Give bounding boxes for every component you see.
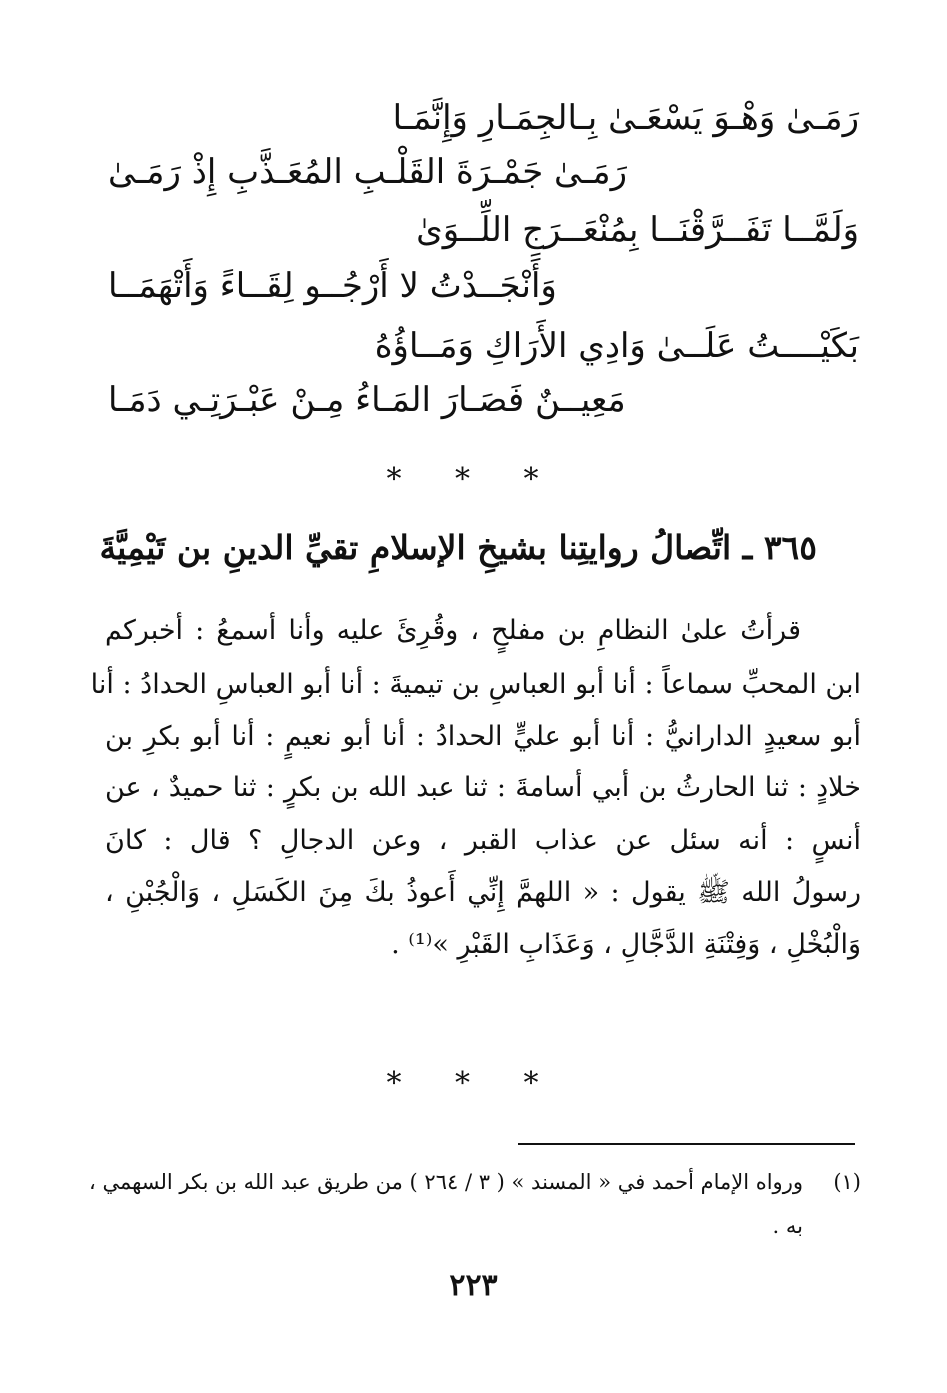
section-separator-top: * * *	[386, 462, 561, 497]
footnote-number: (١)	[833, 1170, 861, 1194]
page-number: ٢٢٣	[449, 1268, 498, 1303]
section-separator-bottom: * * *	[386, 1066, 561, 1101]
poem-line-4: وَأَنْجَــدْتُ لا أَرْجُــو لِقَــاءً وَأَتْهَمَــا	[108, 266, 557, 306]
footnote-line-1	[88, 1168, 861, 1196]
poem-line-3: وَلَمَّــا تَفَــرَّقْنَــا بِمُنْعَــرَجِ اللِّــوَىٰ	[416, 210, 859, 250]
prose-line-6: رسولُ الله ﷺ يقول : « اللهمَّ إِنِّي أَعوذُ بكَ مِنَ الكَسَلِ ، وَالْجُبْنِ ،	[105, 877, 861, 908]
prose-line-7: وَالْبُخْلِ ، وَفِتْنَةِ الدَّجَّالِ ، وَعَذَابِ القَبْرِ »⁽¹⁾ .	[391, 929, 861, 960]
prose-line-2: ابن المحبِّ سماعاً : أنا أبو العباسِ بن تيميةَ : أنا أبو العباسِ الحدادُ : أنا	[90, 669, 861, 700]
prose-line-4: خلادٍ : ثنا الحارثُ بن أبي أسامةَ : ثنا عبد الله بن بكرٍ : ثنا حميدٌ ، عن	[105, 772, 861, 803]
prose-line-5: أنسٍ : أنه سئل عن عذاب القبر ، وعن الدجالِ ؟ قال : كانَ	[105, 825, 861, 856]
poem-line-6: مَعِيــنٌ فَصَـارَ المَـاءُ مِـنْ عَبْـرَتِـي دَمَـا	[108, 380, 626, 420]
footnote-line-2: به .	[772, 1214, 803, 1238]
poem-line-5: بَكَيْــــتُ عَلَــىٰ وَادِي الأَرَاكِ وَمَــاؤُهُ	[374, 326, 859, 366]
section-heading: ٣٦٥ ـ اتِّصالُ روايتِنا بشيخِ الإسلامِ تقيِّ الدينِ بن تَيْمِيَّةَ	[99, 528, 817, 567]
prose-line-1: قرأتُ علىٰ النظامِ بن مفلحٍ ، وقُرِئَ عليه وأنا أسمعُ : أخبركم	[105, 615, 801, 646]
footnote-divider	[518, 1143, 855, 1145]
poem-line-1: رَمَـىٰ وَهْـوَ يَسْعَـىٰ بِـالجِمَـارِ وَإِنَّمَـا	[392, 98, 859, 138]
prose-line-3: أبو سعيدٍ الدارانيُّ : أنا أبو عليٍّ الحدادُ : أنا أبو نعيمٍ : أنا أبو بكرِ بن	[105, 721, 861, 752]
footnote-text-1: ورواه الإمام أحمد في « المسند » ( ٣ / ٢٦٤ ) من طريق عبد الله بن بكر السهمي ،	[88, 1170, 803, 1194]
poem-line-2: رَمَـىٰ جَمْـرَةَ القَلْـبِ المُعَـذَّبِ إِذْ رَمَـىٰ	[108, 152, 627, 192]
